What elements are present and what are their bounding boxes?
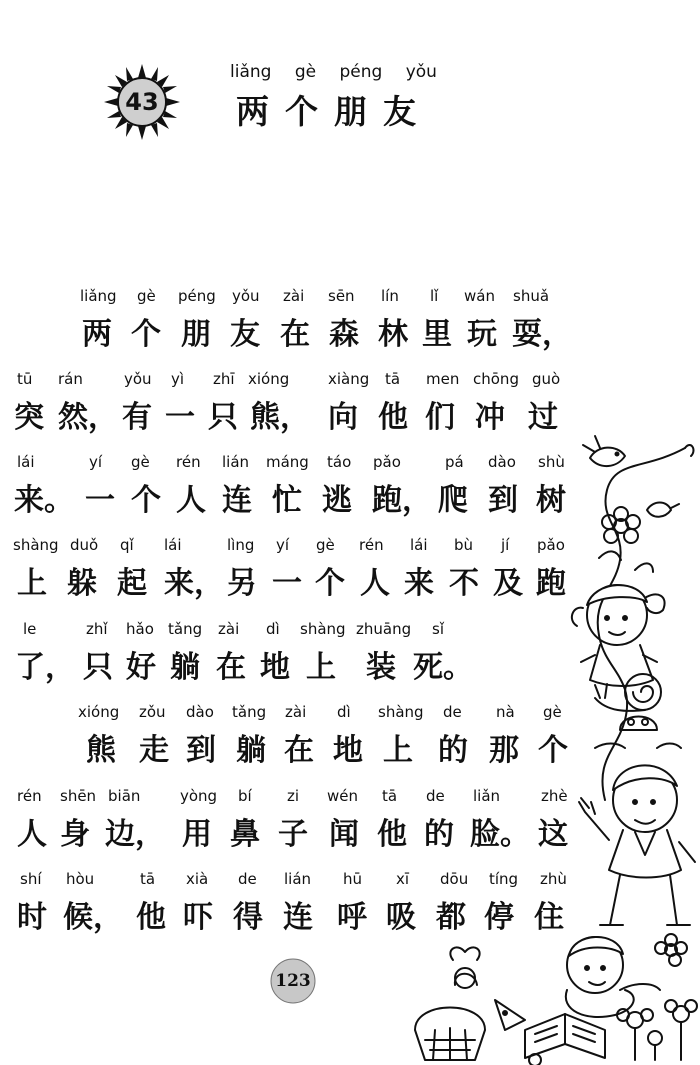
pinyin-syllable: rén xyxy=(359,536,384,554)
turtle-icon xyxy=(595,717,681,749)
pinyin-syllable: xióng xyxy=(248,370,290,388)
pinyin-syllable: xióng xyxy=(78,703,120,721)
hanzi-char: 不 xyxy=(449,566,479,601)
pinyin-syllable: shàng xyxy=(13,536,59,554)
hanzi-char: 个 xyxy=(315,566,345,601)
pinyin-syllable: wén xyxy=(327,787,359,805)
pinyin-syllable: biān xyxy=(108,787,141,805)
hanzi-char: 的 xyxy=(424,817,454,852)
title-pinyin: liǎng gè péng yǒu xyxy=(230,62,437,82)
hanzi-char: 这 xyxy=(538,817,568,852)
pinyin-syllable: bù xyxy=(454,536,474,554)
lesson-title: 两个朋友 xyxy=(236,92,432,131)
picnic-icon xyxy=(450,947,525,1030)
hanzi-char: 一 xyxy=(272,566,302,601)
hanzi-char: 来。 xyxy=(14,483,74,518)
hanzi-char: 玩 xyxy=(467,317,497,352)
bird-icon xyxy=(583,436,625,466)
hanzi-char: 林 xyxy=(378,317,408,352)
pinyin-syllable: hòu xyxy=(66,870,95,888)
hanzi-char: 个 xyxy=(538,733,568,768)
pinyin-syllable: gè xyxy=(316,536,335,554)
pinyin-syllable: yì xyxy=(171,370,185,388)
hanzi-char: 起 xyxy=(117,566,147,601)
pinyin-syllable: gè xyxy=(131,453,150,471)
lesson-number: 43 xyxy=(125,88,159,116)
pinyin-syllable: lái xyxy=(410,536,428,554)
hanzi-char: 有 xyxy=(122,400,152,435)
hanzi-char: 跑， xyxy=(372,483,432,518)
pinyin-syllable: zài xyxy=(283,287,305,305)
hanzi-char: 及 xyxy=(493,566,523,601)
hanzi-char: 突 xyxy=(14,400,44,435)
pinyin-syllable: rén xyxy=(17,787,42,805)
hanzi-char: 他 xyxy=(378,400,408,435)
hanzi-char: 人 xyxy=(360,566,390,601)
hanzi-char: 人 xyxy=(176,483,206,518)
pinyin-syllable: shēn xyxy=(60,787,97,805)
hanzi-char: 在 xyxy=(280,317,310,352)
hanzi-char: 他 xyxy=(136,900,166,935)
hanzi-char: 树 xyxy=(536,483,566,518)
pinyin-syllable: táo xyxy=(327,453,352,471)
pinyin-syllable: duǒ xyxy=(70,536,99,554)
hanzi-char: 熊 xyxy=(86,733,116,768)
hanzi-char: 过 xyxy=(528,400,558,435)
pinyin-syllable: máng xyxy=(266,453,309,471)
pinyin-syllable: pá xyxy=(445,453,464,471)
hanzi-char: 都 xyxy=(436,900,466,935)
hanzi-char: 边， xyxy=(105,817,165,852)
hanzi-char: 友 xyxy=(230,317,260,352)
hanzi-char: 停 xyxy=(484,900,514,935)
pinyin-syllable: yí xyxy=(89,453,103,471)
hanzi-char: 朋 xyxy=(181,317,211,352)
pinyin-syllable: xià xyxy=(186,870,209,888)
hanzi-char: 躺 xyxy=(236,733,266,768)
children-flowers-illustration xyxy=(395,430,700,1065)
hanzi-char: 跑 xyxy=(536,566,566,601)
pinyin-syllable: bí xyxy=(238,787,252,805)
pinyin-syllable: lián xyxy=(222,453,250,471)
pinyin-syllable: men xyxy=(426,370,460,388)
pinyin-syllable: jí xyxy=(501,536,510,554)
hanzi-char: 冲 xyxy=(475,400,505,435)
pinyin-syllable: dì xyxy=(337,703,351,721)
hanzi-char: 在 xyxy=(284,733,314,768)
hanzi-char: 子 xyxy=(278,817,308,852)
hanzi-char: 只 xyxy=(83,650,113,685)
hanzi-char: 他 xyxy=(377,817,407,852)
pinyin-syllable: yǒu xyxy=(232,287,260,305)
hanzi-char: 爬 xyxy=(438,483,468,518)
pinyin-syllable: hū xyxy=(343,870,363,888)
hanzi-char: 躲 xyxy=(67,566,97,601)
book-icon xyxy=(525,1014,605,1058)
pinyin-syllable: rán xyxy=(58,370,83,388)
hanzi-char: 的 xyxy=(438,733,468,768)
hanzi-char: 个 xyxy=(131,483,161,518)
pinyin-syllable: tǎng xyxy=(232,703,267,721)
hanzi-char: 吸 xyxy=(386,900,416,935)
hanzi-char: 只 xyxy=(208,400,238,435)
pinyin-syllable: zhù xyxy=(540,870,567,888)
pinyin-syllable: shàng xyxy=(300,620,346,638)
pinyin-syllable: sǐ xyxy=(432,620,444,638)
pinyin-syllable: zài xyxy=(285,703,307,721)
hanzi-char: 熊， xyxy=(250,400,310,435)
boy-icon xyxy=(579,765,695,925)
pinyin-syllable: shí xyxy=(20,870,42,888)
pinyin-syllable: shuǎ xyxy=(513,287,550,305)
pinyin-syllable: pǎo xyxy=(537,536,565,554)
hanzi-char: 装 xyxy=(366,650,396,685)
hanzi-char: 连 xyxy=(222,483,252,518)
pinyin-syllable: yòng xyxy=(180,787,218,805)
hanzi-char: 一 xyxy=(85,483,115,518)
hanzi-char: 那 xyxy=(489,733,519,768)
hanzi-char: 逃 xyxy=(322,483,352,518)
hanzi-char: 走 xyxy=(139,733,169,768)
pinyin-syllable: lái xyxy=(17,453,35,471)
pinyin-syllable: zǒu xyxy=(139,703,166,721)
pinyin-syllable: rén xyxy=(176,453,201,471)
pinyin-syllable: de xyxy=(238,870,257,888)
hanzi-char: 吓 xyxy=(183,900,213,935)
pinyin-syllable: zhī xyxy=(213,370,235,388)
hanzi-char: 躺 xyxy=(170,650,200,685)
pinyin-syllable: xiàng xyxy=(328,370,370,388)
pinyin-syllable: le xyxy=(23,620,37,638)
hanzi-char: 闻 xyxy=(329,817,359,852)
girl-icon xyxy=(572,585,665,686)
pinyin-syllable: xī xyxy=(396,870,410,888)
pinyin-syllable: liǎng xyxy=(80,287,117,305)
pinyin-syllable: dào xyxy=(186,703,214,721)
pinyin-syllable: sēn xyxy=(328,287,355,305)
hanzi-char: 时 xyxy=(17,900,47,935)
hanzi-char: 人 xyxy=(17,817,47,852)
pinyin-syllable: dōu xyxy=(440,870,469,888)
hanzi-char: 呼 xyxy=(337,900,367,935)
hanzi-char: 来， xyxy=(164,566,224,601)
hanzi-char: 森 xyxy=(329,317,359,352)
pinyin-syllable: lìng xyxy=(227,536,255,554)
hanzi-char: 鼻 xyxy=(230,817,260,852)
pinyin-syllable: zi xyxy=(287,787,300,805)
hanzi-char: 得 xyxy=(233,900,263,935)
hanzi-char: 地 xyxy=(333,733,363,768)
hanzi-char: 另 xyxy=(227,566,257,601)
pinyin-syllable: qǐ xyxy=(120,536,134,554)
bird-icon xyxy=(647,503,679,517)
pinyin-syllable: liǎn xyxy=(473,787,501,805)
pinyin-syllable: guò xyxy=(532,370,561,388)
hanzi-char: 到 xyxy=(488,483,518,518)
hanzi-char: 了， xyxy=(15,650,75,685)
pinyin-syllable: tǎng xyxy=(168,620,203,638)
hanzi-char: 上 xyxy=(17,566,47,601)
pinyin-syllable: zhǐ xyxy=(86,620,108,638)
pinyin-syllable: zài xyxy=(218,620,240,638)
pinyin-syllable: yǒu xyxy=(124,370,152,388)
hanzi-char: 身 xyxy=(60,817,90,852)
pinyin-syllable: tā xyxy=(382,787,398,805)
pinyin-syllable: lín xyxy=(381,287,399,305)
page-number: 123 xyxy=(275,971,311,991)
vine-icon xyxy=(598,448,685,800)
pinyin-syllable: shù xyxy=(538,453,565,471)
pinyin-syllable: tū xyxy=(17,370,33,388)
pinyin-syllable: shàng xyxy=(378,703,424,721)
hanzi-char: 向 xyxy=(328,400,358,435)
pinyin-syllable: tā xyxy=(140,870,156,888)
pinyin-syllable: gè xyxy=(137,287,156,305)
hanzi-char: 忙 xyxy=(272,483,302,518)
flower-icon xyxy=(655,934,687,966)
hanzi-char: 然， xyxy=(58,400,118,435)
pinyin-syllable: tíng xyxy=(489,870,519,888)
hanzi-char: 候， xyxy=(63,900,123,935)
pinyin-syllable: dì xyxy=(266,620,280,638)
hanzi-char: 上 xyxy=(306,650,336,685)
flower-icon xyxy=(529,1000,697,1065)
hanzi-char: 死。 xyxy=(413,650,473,685)
pinyin-syllable: lǐ xyxy=(430,287,439,305)
hanzi-char: 来 xyxy=(404,566,434,601)
hanzi-char: 上 xyxy=(383,733,413,768)
pinyin-syllable: tā xyxy=(385,370,401,388)
hanzi-char: 连 xyxy=(283,900,313,935)
hanzi-char: 们 xyxy=(425,400,455,435)
hanzi-char: 用 xyxy=(182,817,212,852)
pinyin-syllable: de xyxy=(426,787,445,805)
pinyin-syllable: yí xyxy=(276,536,290,554)
pinyin-syllable: nà xyxy=(496,703,515,721)
hanzi-char: 里 xyxy=(422,317,452,352)
hanzi-char: 在 xyxy=(216,650,246,685)
hanzi-char: 到 xyxy=(186,733,216,768)
pinyin-syllable: pǎo xyxy=(373,453,401,471)
pinyin-syllable: péng xyxy=(178,287,216,305)
pinyin-syllable: zhuāng xyxy=(356,620,412,638)
basket-icon xyxy=(415,974,485,1060)
hanzi-char: 一 xyxy=(165,400,195,435)
hanzi-char: 住 xyxy=(534,900,564,935)
pinyin-syllable: chōng xyxy=(473,370,519,388)
pinyin-syllable: wán xyxy=(464,287,495,305)
hanzi-char: 好 xyxy=(126,650,156,685)
hanzi-char: 地 xyxy=(260,650,290,685)
reading-girl-icon xyxy=(566,937,660,1017)
pinyin-syllable: gè xyxy=(543,703,562,721)
pinyin-syllable: hǎo xyxy=(126,620,154,638)
pinyin-syllable: dào xyxy=(488,453,516,471)
flower-icon xyxy=(599,507,653,572)
pinyin-syllable: lián xyxy=(284,870,312,888)
hanzi-char: 脸。 xyxy=(470,817,530,852)
pinyin-syllable: zhè xyxy=(541,787,568,805)
hanzi-char: 个 xyxy=(131,317,161,352)
pinyin-syllable: lái xyxy=(164,536,182,554)
hanzi-char: 两 xyxy=(82,317,112,352)
pinyin-syllable: de xyxy=(443,703,462,721)
hanzi-char: 耍， xyxy=(512,317,572,352)
